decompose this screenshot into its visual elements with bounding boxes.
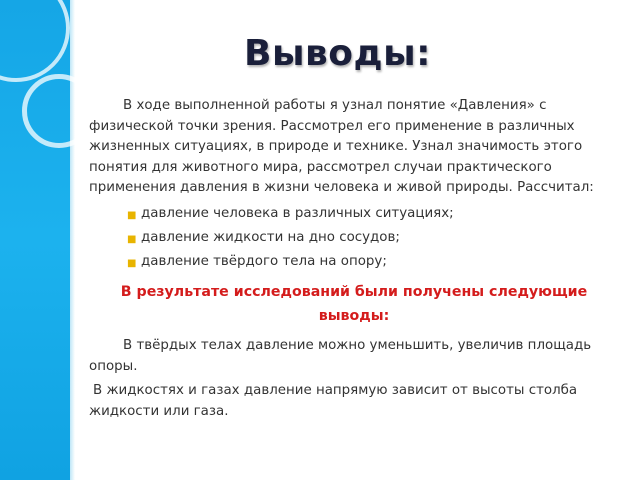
intro-paragraph: В ходе выполненной работы я узнал понятие «Давления» с физической точки зрения. Рассмотрел его применение в различных жизненных ситуациях, в природе и технике. Узнал значимость этого понятия для животного мира, рассмотрел случаи практического применения давления в жизни человека и живой природы. Рассчитал:	[89, 98, 594, 196]
conclusion-paragraph-2: В жидкостях и газах давление напрямую зависит от высоты столба жидкости или газа.	[89, 383, 578, 419]
bullet-text: давление человека в различных ситуациях;	[141, 205, 454, 221]
bullet-list	[89, 202, 619, 274]
sidebar-stripe	[70, 0, 75, 480]
bullet-text: давление твёрдого тела на опору;	[141, 253, 387, 269]
bullet-text: давление жидкости на дно сосудов;	[141, 229, 400, 245]
square-bullet-icon: ■	[127, 233, 137, 245]
square-bullet-icon: ■	[127, 209, 137, 221]
square-bullet-icon: ■	[127, 257, 137, 269]
bullet-item	[127, 202, 619, 226]
slide-body	[89, 96, 619, 422]
slide-title: Выводы:	[244, 33, 432, 74]
bullet-item	[127, 226, 619, 250]
conclusion-paragraph-1: В твёрдых телах давление можно уменьшить, увеличив площадь опоры.	[89, 337, 592, 374]
result-heading: В результате исследований были получены следующие выводы:	[120, 283, 588, 324]
decorative-ring-small	[22, 74, 96, 148]
bullet-item	[127, 250, 619, 274]
